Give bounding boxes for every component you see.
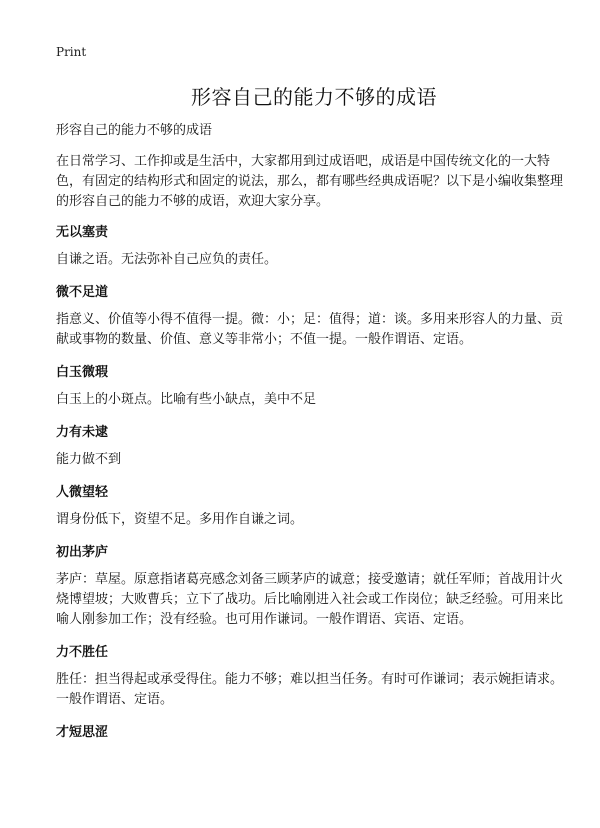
entry-definition: 能力做不到 [56,452,122,467]
entry-definition: 白玉上的小斑点。比喻有些小缺点，美中不足 [56,392,317,407]
entry-term: 力有未逮 [56,425,109,440]
entry-definition: 指意义、价值等小得不值得一提。微：小；足：值得；道：谈。多用来形容人的力量、贡献或事物的数量、价值、意义等非常小；不值一提。一般作谓语、定语。 [56,312,564,347]
intro-paragraph: 在日常学习、工作抑或是生活中，大家都用到过成语吧，成语是中国传统文化的一大特色，有固定的结构形式和固定的说法，那么，都有哪些经典成语呢？以下是小编收集整理的形容自己的能力不够的成语，欢迎大家分享。 [56,154,564,209]
entry-definition: 自谦之语。无法弥补自己应负的责任。 [56,252,278,267]
entry-term: 初出茅庐 [56,545,109,560]
print-link[interactable]: Print [56,45,87,59]
entry-definition: 茅庐：草屋。原意指诸葛亮感念刘备三顾茅庐的诚意；接受邀请；就任军师；首战用计火烧博望坡；大败曹兵；立下了战功。后比喻刚进入社会或工作岗位；缺乏经验。可用来比喻人刚参加工作；没有经验。也可用作谦词。一般作谓语、宾语、定语。 [56,572,564,627]
entry-definition: 胜任：担当得起或承受得住。能力不够；难以担当任务。有时可作谦词；表示婉拒请求。一般作谓语、定语。 [56,672,564,707]
entry-term: 力不胜任 [56,645,109,660]
entry-term: 白玉微瑕 [56,365,109,380]
entry-term: 无以塞责 [56,225,109,240]
entry-term: 微不足道 [56,285,109,300]
entry-term: 才短思涩 [56,725,109,740]
entry-term: 人微望轻 [56,485,109,500]
entry-list [56,224,572,742]
page-title: 形容自己的能力不够的成语 [191,85,437,109]
page-subtitle: 形容自己的能力不够的成语 [56,123,213,138]
entry-definition: 谓身份低下，资望不足。多用作自谦之词。 [56,512,304,527]
